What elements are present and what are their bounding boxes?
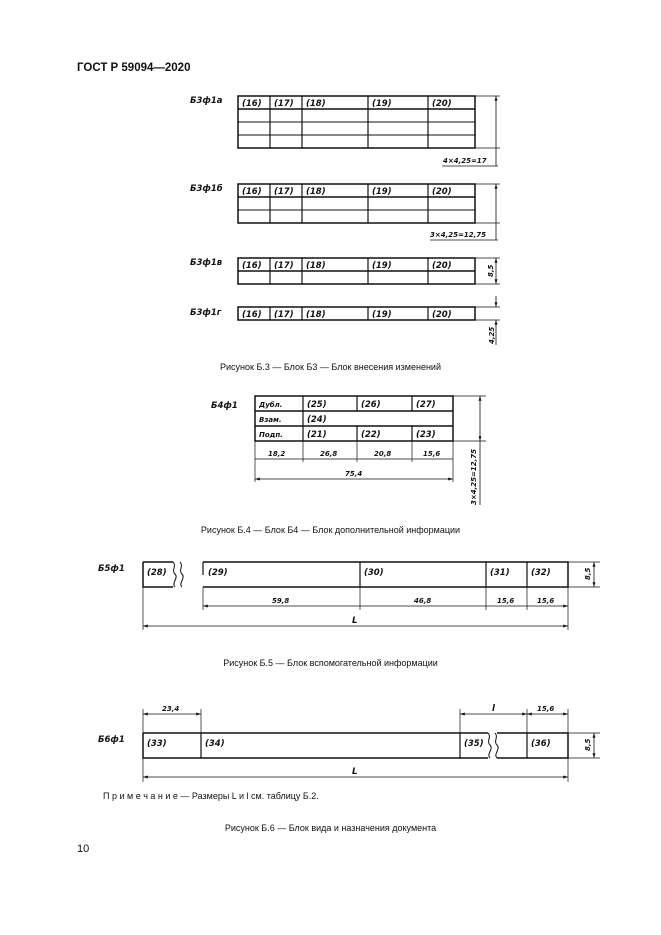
dim-b6-w1: 23,4	[162, 705, 180, 713]
cell-31: (31)	[490, 568, 510, 578]
caption-figure-b4: Рисунок Б.4 — Блок Б4 — Блок дополнительной информации	[200, 525, 461, 535]
label-b6f1: Б6ф1	[98, 735, 125, 745]
note-text: П р и м е ч а н и е — Размеры L и l см. таблицу Б.2.	[103, 791, 319, 801]
dim-b5-w2: 46,8	[414, 597, 432, 605]
cell-19: (19)	[372, 261, 392, 271]
cell-19: (19)	[372, 99, 392, 109]
dim-b5-height: 8,5	[584, 567, 592, 580]
dim-b4-w3: 20,8	[374, 450, 392, 458]
cell-21: (21)	[307, 430, 327, 440]
cell-17: (17)	[274, 187, 294, 197]
block-b4f1	[255, 396, 486, 505]
dim-b3f1g-height: 4,25	[488, 326, 496, 344]
cell-30: (30)	[364, 568, 384, 578]
cell-23: (23)	[416, 430, 436, 440]
label-b5f1: Б5ф1	[98, 564, 125, 574]
cell-32: (32)	[531, 568, 551, 578]
cell-20: (20)	[432, 99, 452, 109]
dim-b5-w3: 15,6	[497, 597, 515, 605]
cell-22: (22)	[361, 430, 381, 440]
row-label-vzam: Взам.	[259, 416, 282, 424]
dim-b6-w2: 15,6	[537, 705, 555, 713]
caption-figure-b6: Рисунок Б.6 — Блок вида и назначения документа	[224, 823, 437, 833]
dim-b4-height: 3×4,25=12,75	[470, 448, 478, 505]
cell-16: (16)	[242, 261, 262, 271]
block-b3f1g	[238, 296, 500, 345]
dim-b5-w4: 15,6	[537, 597, 555, 605]
cell-28: (28)	[147, 568, 167, 578]
label-b3f1b: Б3ф1б	[190, 184, 223, 194]
cell-35: (35)	[464, 739, 484, 749]
dim-b4-w4: 15,6	[423, 450, 441, 458]
cell-16: (16)	[242, 187, 262, 197]
caption-figure-b3: Рисунок Б.3 — Блок Б3 — Блок внесения изменений	[220, 362, 441, 372]
cell-26: (26)	[361, 400, 381, 410]
cell-18: (18)	[306, 187, 326, 197]
cell-36: (36)	[531, 739, 551, 749]
row-label-podp: Подп.	[259, 431, 283, 439]
label-b3f1a: Б3ф1а	[190, 96, 223, 106]
dim-b5-length: L	[352, 616, 358, 626]
cell-20: (20)	[432, 310, 452, 320]
dim-b6-l: l	[492, 704, 495, 714]
dim-b3f1b-height: 3×4,25=12,75	[430, 231, 487, 239]
cell-18: (18)	[306, 99, 326, 109]
label-b4f1: Б4ф1	[211, 401, 238, 411]
cell-33: (33)	[147, 739, 167, 749]
dim-b6-length: L	[352, 767, 358, 777]
cell-34: (34)	[205, 739, 225, 749]
dim-b4-w1: 18,2	[268, 450, 286, 458]
dim-b3f1a-height: 4×4,25=17	[443, 157, 487, 165]
caption-figure-b5: Рисунок Б.5 — Блок вспомогательной информации	[223, 658, 438, 668]
cell-19: (19)	[372, 187, 392, 197]
cell-16: (16)	[242, 99, 262, 109]
dim-b4-w2: 26,8	[320, 450, 338, 458]
dim-b5-w1: 59,8	[272, 597, 290, 605]
dim-b4-total: 75,4	[345, 470, 363, 478]
cell-20: (20)	[432, 187, 452, 197]
label-b3f1g: Б3ф1г	[190, 308, 222, 318]
label-b3f1v: Б3ф1в	[190, 258, 223, 268]
cell-17: (17)	[274, 310, 294, 320]
cell-17: (17)	[274, 99, 294, 109]
cell-18: (18)	[306, 310, 326, 320]
page-number: 10	[77, 843, 90, 855]
document-header: ГОСТ Р 59094—2020	[77, 62, 191, 74]
cell-25: (25)	[307, 400, 327, 410]
cell-18: (18)	[306, 261, 326, 271]
row-label-dubl: Дубл.	[259, 401, 283, 409]
cell-29: (29)	[208, 568, 228, 578]
cell-24: (24)	[307, 415, 327, 425]
cell-19: (19)	[372, 310, 392, 320]
cell-16: (16)	[242, 310, 262, 320]
dim-b6-height: 8,5	[584, 738, 592, 751]
dim-b3f1v-height: 8,5	[487, 264, 495, 277]
cell-17: (17)	[274, 261, 294, 271]
cell-20: (20)	[432, 261, 452, 271]
cell-27: (27)	[416, 400, 436, 410]
